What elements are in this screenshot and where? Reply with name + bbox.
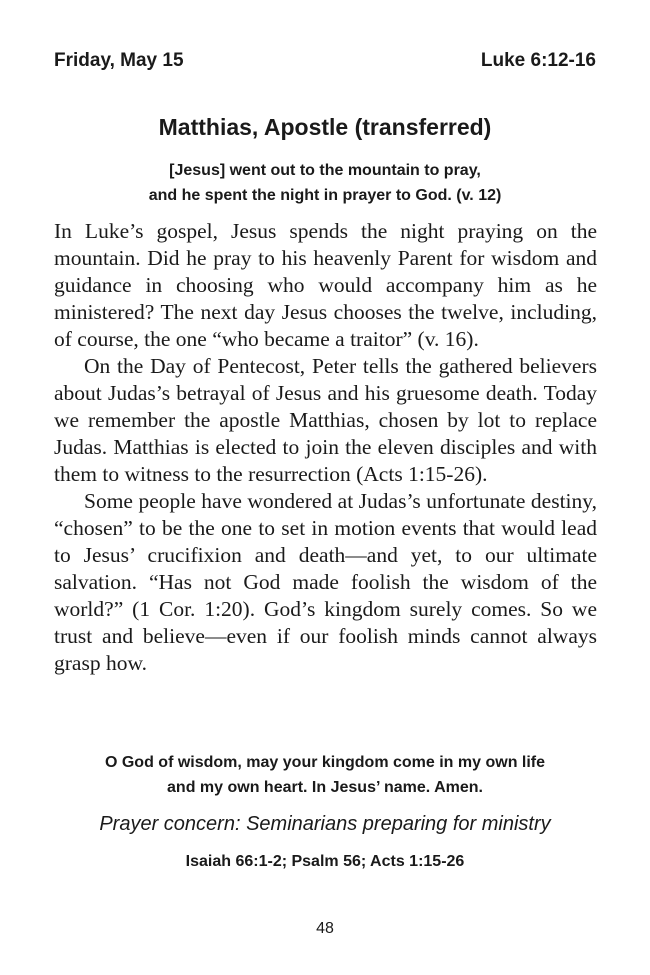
body-paragraph-1: In Luke’s gospel, Jesus spends the night praying on the mountain. Did he pray to his heavenly Parent for wisdom and guidance in choosing who would accompany him as he ministered? The next day Jesus chooses the twelve, including, of course, the one “who became a traitor” (v. 16). (54, 219, 597, 351)
devotional-body (54, 218, 597, 677)
header-scripture-reference: Luke 6:12-16 (480, 50, 596, 71)
closing-prayer (0, 750, 650, 800)
body-paragraph-3: Some people have wondered at Judas’s unfortunate destiny, “chosen” to be the one to set in motion events that would lead to Jesus’ crucifixion and death—and yet, to our ultimate salvation. “Has not God made foolish the wisdom of the world?” (1 Cor. 1:20). God’s kingdom surely comes. So we trust and believe—even if our foolish minds cannot always grasp how. (54, 489, 597, 675)
header-date: Friday, May 15 (54, 50, 184, 71)
page-title: Matthias, Apostle (transferred) (158, 114, 492, 140)
key-verse-line-1: [Jesus] went out to the mountain to pray, (169, 162, 481, 179)
key-verse (0, 158, 650, 208)
key-verse-line-2: and he spent the night in prayer to God. (v. 12) (148, 187, 502, 204)
prayer-concern: Prayer concern: Seminarians preparing for ministry (99, 813, 551, 835)
page-header (54, 50, 596, 72)
closing-prayer-line-2: and my own heart. In Jesus’ name. Amen. (167, 779, 483, 796)
body-paragraph-2: On the Day of Pentecost, Peter tells the gathered believers about Judas’s betrayal of Jesus and his gruesome death. Today we remember the apostle Matthias, chosen by lot to replace Judas. Matthias is elected to join the eleven disciples and with them to witness to the resurrection (Acts 1:15-26). (54, 354, 597, 486)
page-number: 48 (316, 920, 334, 937)
closing-prayer-line-1: O God of wisdom, may your kingdom come in my own life (104, 754, 546, 771)
daily-readings: Isaiah 66:1-2; Psalm 56; Acts 1:15-26 (185, 853, 465, 870)
